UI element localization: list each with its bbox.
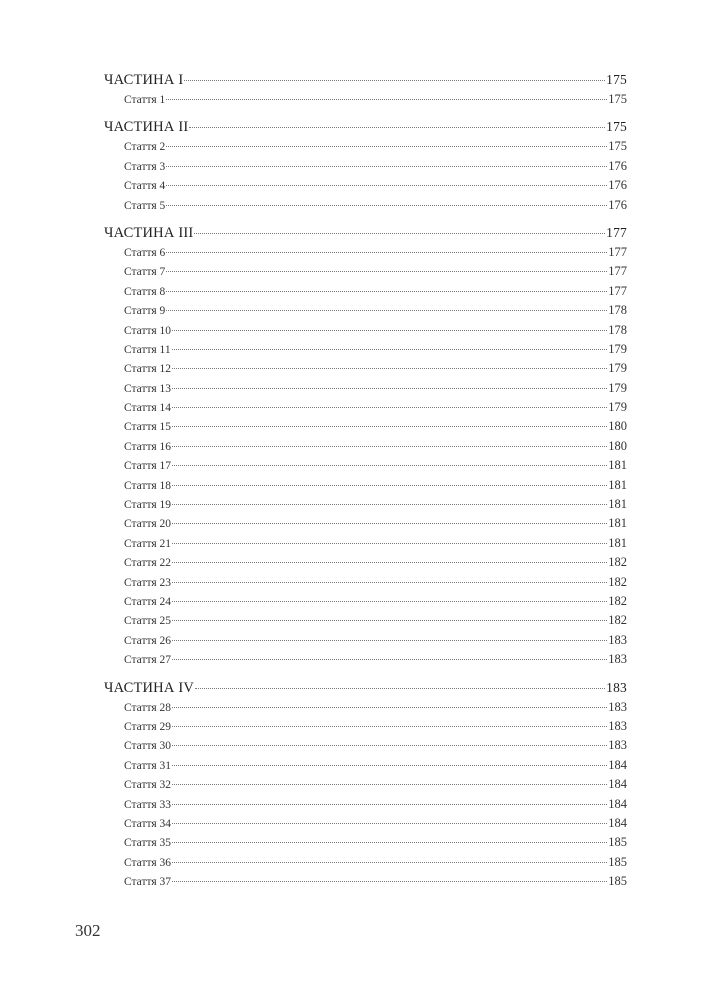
dot-leader — [166, 166, 607, 167]
dot-leader — [172, 804, 607, 805]
entry-title: Стаття 33 — [124, 798, 172, 811]
entry-title: Стаття 20 — [124, 518, 172, 531]
toc-article-entry[interactable] — [104, 495, 627, 514]
entry-title: Стаття 10 — [124, 324, 172, 337]
toc-part-entry[interactable] — [104, 223, 627, 243]
entry-page: 181 — [608, 497, 627, 512]
entry-page: 181 — [608, 458, 627, 473]
entry-title: Стаття 36 — [124, 856, 172, 869]
entry-title: Стаття 35 — [124, 837, 172, 850]
entry-page: 183 — [608, 699, 627, 714]
entry-page: 176 — [608, 178, 627, 193]
toc-article-entry[interactable] — [104, 698, 627, 717]
dot-leader — [166, 146, 607, 147]
entry-title: Стаття 14 — [124, 402, 172, 415]
entry-title: Стаття 11 — [124, 343, 171, 356]
dot-leader — [172, 784, 607, 785]
toc-article-entry[interactable] — [104, 592, 627, 611]
dot-leader — [172, 465, 607, 466]
entry-page: 182 — [608, 593, 627, 608]
toc-article-entry[interactable] — [104, 90, 627, 109]
dot-leader — [172, 388, 607, 389]
entry-title: Стаття 30 — [124, 740, 172, 753]
toc-part-entry[interactable] — [104, 117, 627, 137]
entry-title: Стаття 32 — [124, 779, 172, 792]
entry-page: 179 — [608, 341, 627, 356]
dot-leader — [172, 407, 607, 408]
entry-page: 176 — [608, 197, 627, 212]
dot-leader — [172, 620, 607, 621]
entry-page: 183 — [608, 718, 627, 733]
entry-title: Стаття 17 — [124, 460, 172, 473]
entry-page: 185 — [608, 854, 627, 869]
dot-leader — [166, 271, 607, 272]
entry-title: Стаття 8 — [124, 285, 166, 298]
entry-page: 182 — [608, 555, 627, 570]
toc-article-entry[interactable] — [104, 756, 627, 775]
entry-page: 177 — [608, 244, 627, 259]
entry-title: Стаття 3 — [124, 160, 166, 173]
dot-leader — [166, 310, 607, 311]
dot-leader — [172, 504, 607, 505]
entry-page: 175 — [608, 139, 627, 154]
page-number: 302 — [75, 921, 101, 940]
toc-article-entry[interactable] — [104, 736, 627, 755]
toc-article-entry[interactable] — [104, 359, 627, 378]
entry-page: 184 — [608, 777, 627, 792]
toc-article-entry[interactable] — [104, 196, 627, 215]
toc-article-entry[interactable] — [104, 398, 627, 417]
dot-leader — [172, 765, 607, 766]
dot-leader — [172, 523, 607, 524]
entry-title: Стаття 23 — [124, 576, 172, 589]
entry-title: Стаття 37 — [124, 876, 172, 889]
toc-article-entry[interactable] — [104, 301, 627, 320]
entry-title: Стаття 15 — [124, 421, 172, 434]
entry-page: 183 — [608, 652, 627, 667]
dot-leader — [172, 582, 607, 583]
entry-page: 178 — [608, 303, 627, 318]
entry-title: Стаття 19 — [124, 499, 172, 512]
dot-leader — [172, 426, 607, 427]
entry-page: 184 — [608, 815, 627, 830]
entry-page: 176 — [608, 158, 627, 173]
entry-title: Стаття 27 — [124, 654, 172, 667]
entry-title: Стаття 29 — [124, 720, 172, 733]
entry-title: Стаття 9 — [124, 305, 166, 318]
toc-article-entry[interactable] — [104, 534, 627, 553]
dot-leader — [172, 745, 607, 746]
toc-article-entry[interactable] — [104, 514, 627, 533]
entry-page: 184 — [608, 796, 627, 811]
entry-page: 175 — [608, 92, 627, 106]
entry-title: Стаття 5 — [124, 199, 166, 212]
toc-article-entry[interactable] — [104, 157, 627, 176]
toc-article-entry[interactable] — [104, 553, 627, 572]
entry-page: 175 — [606, 72, 627, 87]
dot-leader — [194, 233, 605, 234]
entry-page: 180 — [608, 419, 627, 434]
entry-page: 180 — [608, 438, 627, 453]
entry-page: 177 — [608, 283, 627, 298]
entry-page: 183 — [608, 738, 627, 753]
toc-article-entry[interactable] — [104, 476, 627, 495]
entry-page: 175 — [606, 119, 627, 135]
entry-title: Стаття 22 — [124, 557, 172, 570]
entry-page: 182 — [608, 613, 627, 628]
entry-title: Стаття 13 — [124, 382, 172, 395]
dot-leader — [172, 543, 607, 544]
toc-article-entry[interactable] — [104, 417, 627, 436]
toc-article-entry[interactable] — [104, 573, 627, 592]
dot-leader — [172, 349, 608, 350]
toc-article-entry[interactable] — [104, 631, 627, 650]
dot-leader — [166, 291, 607, 292]
toc-article-entry[interactable] — [104, 833, 627, 852]
entry-page: 177 — [608, 264, 627, 279]
toc-part-entry[interactable] — [104, 678, 627, 698]
toc-part-entry[interactable] — [104, 70, 627, 90]
entry-page: 182 — [608, 574, 627, 589]
entry-page: 181 — [608, 535, 627, 550]
dot-leader — [195, 688, 605, 689]
dot-leader — [172, 601, 607, 602]
dot-leader — [172, 726, 607, 727]
toc-article-entry[interactable] — [104, 340, 627, 359]
entry-title: Стаття 6 — [124, 246, 166, 259]
entry-title: Стаття 16 — [124, 440, 172, 453]
dot-leader — [172, 330, 607, 331]
entry-page: 179 — [608, 361, 627, 376]
toc-article-entry[interactable] — [104, 137, 627, 156]
toc-article-entry[interactable] — [104, 611, 627, 630]
dot-leader — [172, 368, 607, 369]
toc-article-entry[interactable] — [104, 775, 627, 794]
entry-title: Стаття 21 — [124, 537, 172, 550]
entry-title: Стаття 31 — [124, 759, 172, 772]
dot-leader — [166, 185, 607, 186]
entry-title: Стаття 24 — [124, 595, 172, 608]
toc-article-entry[interactable] — [104, 814, 627, 833]
toc-article-entry[interactable] — [104, 379, 627, 398]
dot-leader — [166, 99, 607, 100]
dot-leader — [172, 640, 607, 641]
entry-title: Стаття 28 — [124, 701, 172, 714]
dot-leader — [189, 127, 605, 128]
entry-title: Стаття 1 — [124, 94, 166, 106]
entry-page: 185 — [608, 835, 627, 850]
toc-article-entry[interactable] — [104, 437, 627, 456]
entry-page: 184 — [608, 757, 627, 772]
entry-title: Стаття 4 — [124, 180, 166, 193]
toc-article-entry[interactable] — [104, 795, 627, 814]
dot-leader — [184, 80, 605, 81]
entry-title: Стаття 12 — [124, 363, 172, 376]
toc-article-entry[interactable] — [104, 262, 627, 281]
entry-title: ЧАСТИНА III — [104, 224, 194, 241]
entry-page: 179 — [608, 380, 627, 395]
table-of-contents — [104, 70, 627, 891]
entry-title: Стаття 18 — [124, 479, 172, 492]
entry-page: 177 — [606, 224, 627, 240]
toc-article-entry[interactable] — [104, 243, 627, 262]
entry-title: Стаття 34 — [124, 817, 172, 830]
toc-article-entry[interactable] — [104, 321, 627, 340]
entry-page: 183 — [606, 679, 627, 695]
entry-title: Стаття 2 — [124, 141, 166, 154]
toc-article-entry[interactable] — [104, 176, 627, 195]
dot-leader — [172, 842, 607, 843]
toc-article-entry[interactable] — [104, 650, 627, 669]
toc-article-entry[interactable] — [104, 872, 627, 891]
dot-leader — [172, 707, 607, 708]
entry-page: 181 — [608, 516, 627, 531]
toc-article-entry[interactable] — [104, 282, 627, 301]
entry-title: ЧАСТИНА II — [104, 119, 189, 136]
toc-article-entry[interactable] — [104, 853, 627, 872]
dot-leader — [172, 485, 607, 486]
toc-article-entry[interactable] — [104, 456, 627, 475]
dot-leader — [172, 862, 607, 863]
dot-leader — [166, 252, 607, 253]
dot-leader — [172, 881, 607, 882]
entry-title: Стаття 7 — [124, 266, 166, 279]
entry-page: 178 — [608, 322, 627, 337]
entry-page: 181 — [608, 477, 627, 492]
dot-leader — [172, 562, 607, 563]
entry-title: Стаття 26 — [124, 634, 172, 647]
dot-leader — [166, 205, 607, 206]
dot-leader — [172, 823, 607, 824]
entry-page: 179 — [608, 400, 627, 415]
entry-page: 183 — [608, 632, 627, 647]
entry-title: ЧАСТИНА IV — [104, 679, 195, 696]
dot-leader — [172, 659, 607, 660]
entry-page: 185 — [608, 874, 627, 889]
dot-leader — [172, 446, 607, 447]
entry-title: ЧАСТИНА I — [104, 72, 184, 88]
toc-article-entry[interactable] — [104, 717, 627, 736]
entry-title: Стаття 25 — [124, 615, 172, 628]
